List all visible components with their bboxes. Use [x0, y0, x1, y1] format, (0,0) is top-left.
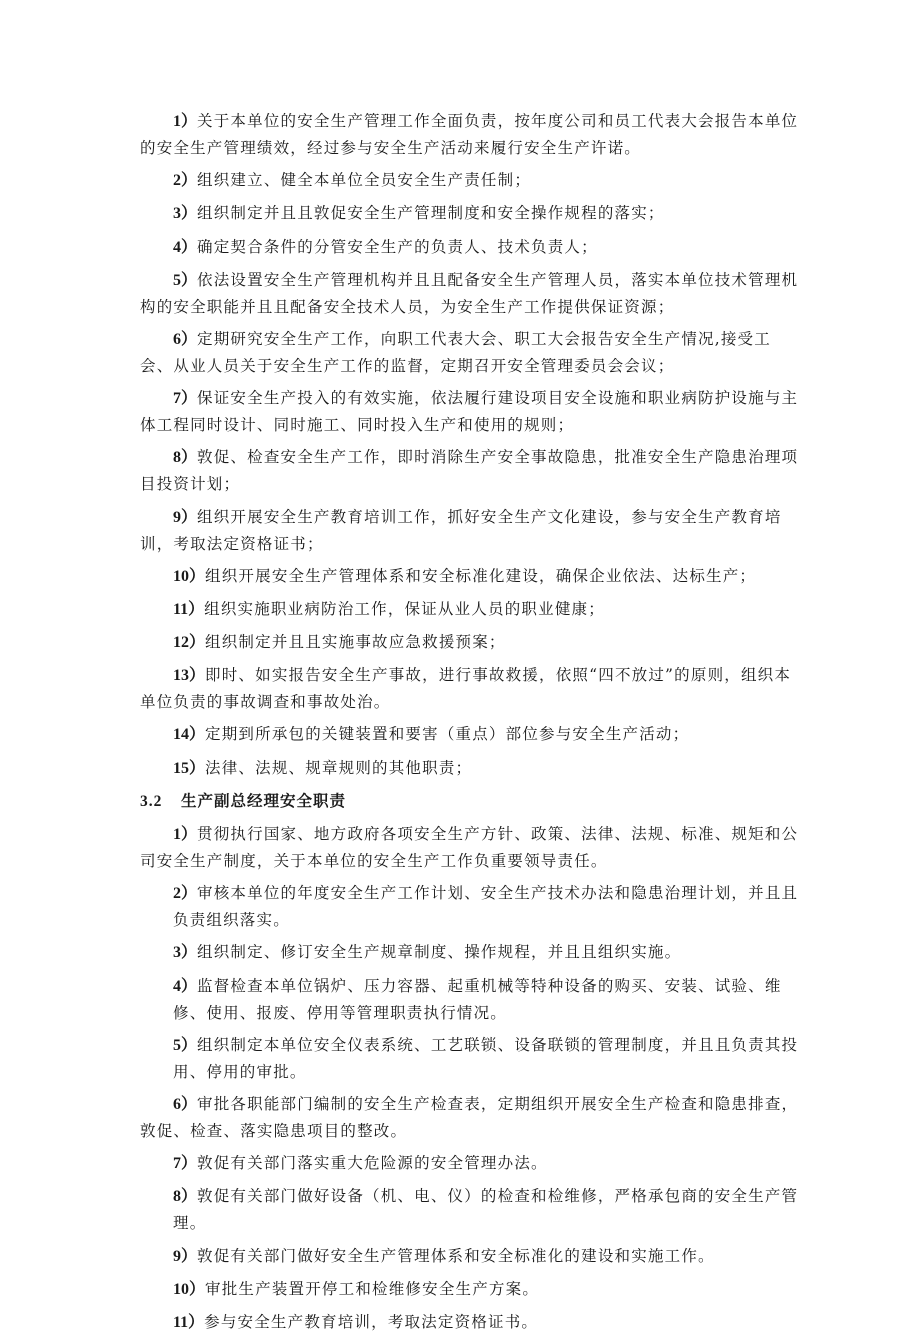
- list-item: [140, 108, 800, 161]
- item-number: 10）: [173, 1280, 206, 1298]
- item-text: 敦促有关部门做好设备（机、电、仪）的检查和检维修，严格承包商的安全生产管理。: [173, 1187, 799, 1233]
- item-text: 参与安全生产教育培训，考取法定资格证书。: [204, 1312, 539, 1331]
- item-number: 2）: [173, 172, 198, 190]
- item-number: 15）: [173, 759, 206, 777]
- item-text: 关于本单位的安全生产管理工作全面负责，按年度公司和员工代表大会报告本单位的安全生产管理绩效，经过参与安全生产活动来履行安全生产许诺。: [140, 112, 799, 157]
- item-number: 9）: [173, 508, 198, 526]
- list-item: [140, 167, 800, 194]
- item-number: 4）: [173, 977, 198, 995]
- item-text: 组织开展安全生产管理体系和安全标准化建设，确保企业依法、达标生产；: [205, 566, 757, 585]
- list-item: [140, 662, 800, 715]
- list-item: [140, 973, 800, 1026]
- item-number: 1）: [173, 113, 198, 130]
- item-number: 3）: [173, 205, 198, 223]
- item-number: 6）: [173, 330, 198, 348]
- item-text: 定期到所承包的关键装置和要害（重点）部位参与安全生产活动；: [205, 725, 690, 744]
- item-number: 1）: [173, 826, 198, 843]
- list-item: [140, 444, 800, 497]
- list-item: [140, 504, 800, 557]
- list-item: [140, 721, 800, 748]
- item-text: 组织实施职业病防治工作，保证从业人员的职业健康；: [204, 599, 605, 618]
- item-text: 贯彻执行国家、地方政府各项安全生产方针、政策、法律、法规、标准、规矩和公司安全生产制度，关于本单位的安全生产工作负重要领导责任。: [140, 825, 799, 870]
- list-item: [140, 821, 800, 874]
- item-text: 敦促、检查安全生产工作，即时消除生产安全事故隐患，批准安全生产隐患治理项目投资计划；: [140, 448, 799, 494]
- item-text: 即时、如实报告安全生产事故，进行事故救援，依照“四不放过”的原则，组织本单位负责的事故调查和事故处治。: [140, 666, 792, 712]
- item-number: 14）: [173, 726, 206, 744]
- item-text: 审批生产装置开停工和检维修安全生产方案。: [205, 1279, 540, 1298]
- item-number: 4）: [173, 238, 198, 256]
- list-item: [140, 267, 800, 320]
- item-text: 法律、法规、规章规则的其他职责；: [205, 758, 473, 777]
- item-text: 审批各职能部门编制的安全生产检查表，定期组织开展安全生产检查和隐患排查，敦促、检查、落实隐患项目的整改。: [140, 1094, 799, 1140]
- item-text: 组织建立、健全本单位全员安全生产责任制；: [197, 171, 532, 190]
- list-item: [140, 1309, 800, 1336]
- list-item: [140, 1150, 800, 1177]
- item-text: 监督检查本单位锅炉、压力容器、起重机械等特种设备的购买、安装、试验、维修、使用、报废、停用等管理职责执行情况。: [173, 976, 782, 1022]
- list-item: [140, 234, 800, 261]
- document-body: [140, 108, 800, 1342]
- item-text: 组织制定本单位安全仪表系统、工艺联锁、设备联锁的管理制度，并且且负责其投用、停用的审批。: [173, 1035, 799, 1081]
- list-item: [140, 629, 800, 656]
- item-text: 组织制定并且且实施事故应急救援预案；: [205, 633, 506, 652]
- item-number: 7）: [173, 1155, 198, 1173]
- list-item: [140, 755, 800, 782]
- item-number: 13）: [173, 667, 206, 685]
- section-heading: [140, 788, 800, 815]
- item-number: 6）: [173, 1095, 198, 1113]
- item-text: 组织制定并且且敦促安全生产管理制度和安全操作规程的落实；: [197, 204, 665, 223]
- list-item: [140, 326, 800, 379]
- item-text: 敦促有关部门落实重大危险源的安全管理办法。: [197, 1154, 548, 1173]
- section-title: 生产副总经理安全职责: [181, 790, 347, 810]
- item-number: 11）: [173, 1313, 205, 1331]
- list-item: [140, 596, 800, 623]
- list-item: [140, 939, 800, 966]
- item-number: 9）: [173, 1247, 198, 1265]
- item-number: 8）: [173, 449, 198, 467]
- item-number: 11）: [173, 600, 205, 618]
- item-text: 定期研究安全生产工作，向职工代表大会、职工大会报告安全生产情况,接受工会、从业人员关于安全生产工作的监督，定期召开安全管理委员会会议；: [140, 329, 771, 375]
- item-text: 组织制定、修订安全生产规章制度、操作规程，并且且组织实施。: [197, 943, 682, 962]
- list-item: [140, 200, 800, 227]
- list-item: [140, 385, 800, 438]
- list-item: [140, 880, 800, 933]
- item-text: 审核本单位的年度安全生产工作计划、安全生产技术办法和隐患治理计划，并且且负责组织落实。: [173, 884, 799, 930]
- item-text: 确定契合条件的分管安全生产的负责人、技术负责人；: [197, 237, 598, 256]
- item-text: 组织开展安全生产教育培训工作，抓好安全生产文化建设，参与安全生产教育培训，考取法定资格证书；: [140, 507, 782, 553]
- item-text: 依法设置安全生产管理机构并且且配备安全生产管理人员，落实本单位技术管理机构的安全职能并且且配备安全技术人员，为安全生产工作提供保证资源；: [140, 270, 799, 316]
- item-number: 2）: [173, 885, 198, 903]
- item-number: 5）: [173, 1036, 198, 1054]
- item-text: 敦促有关部门做好安全生产管理体系和安全标准化的建设和实施工作。: [197, 1246, 715, 1265]
- list-item: [140, 1032, 800, 1085]
- item-number: 10）: [173, 567, 206, 585]
- list-item: [140, 1091, 800, 1144]
- item-number: 8）: [173, 1188, 198, 1206]
- section-number: 3.2: [140, 792, 163, 810]
- list-item: [140, 1276, 800, 1303]
- item-number: 12）: [173, 634, 206, 652]
- item-number: 5）: [173, 271, 198, 289]
- list-item: [140, 1183, 800, 1236]
- item-text: 保证安全生产投入的有效实施，依法履行建设项目安全设施和职业病防护设施与主体工程同时设计、同时施工、同时投入生产和使用的规则；: [140, 389, 799, 435]
- item-number: 7）: [173, 390, 198, 408]
- list-item: [140, 1243, 800, 1270]
- item-number: 3）: [173, 944, 198, 962]
- list-item: [140, 563, 800, 590]
